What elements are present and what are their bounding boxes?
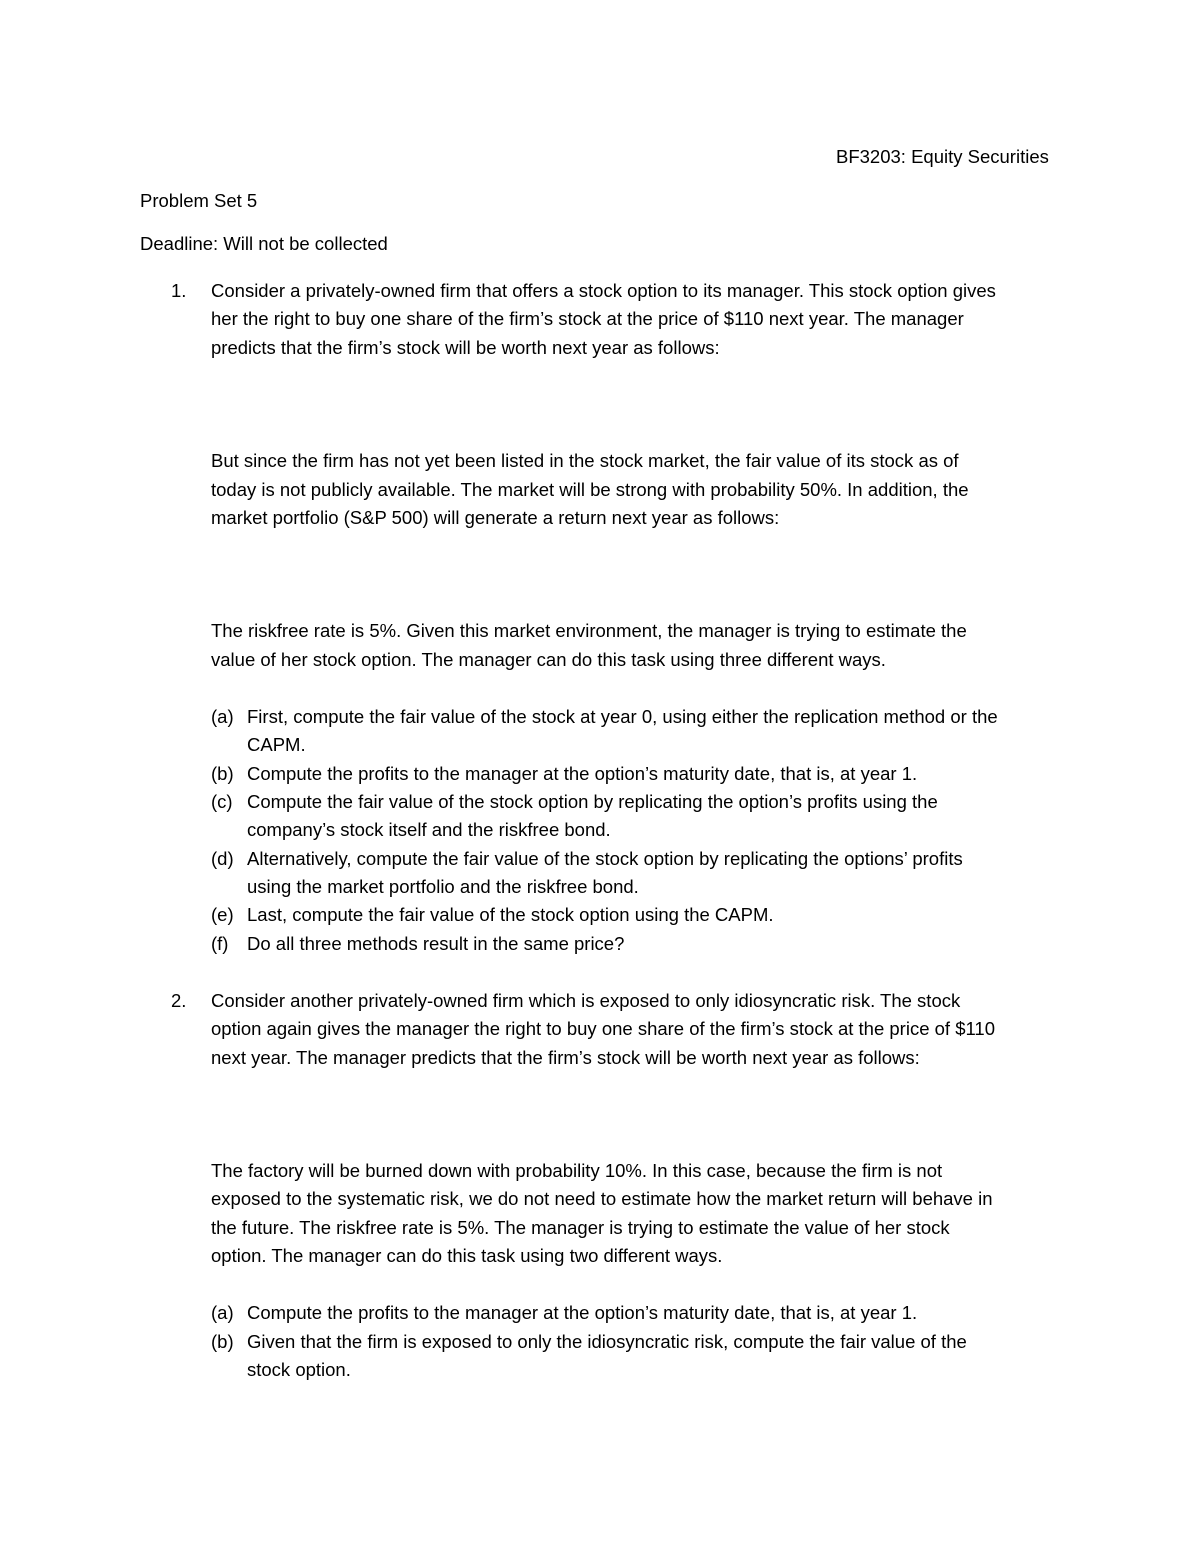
q1-paragraph-line: The riskfree rate is 5%. Given this market environment, the manager is trying to estimate the xyxy=(211,620,967,641)
problem-set-title: Problem Set 5 xyxy=(140,190,258,211)
list-item-label: (f) xyxy=(211,933,229,954)
list-item-label: (a) xyxy=(211,1302,234,1323)
q2-intro-line: option again gives the manager the right to buy one share of the firm’s stock at the price of $110 xyxy=(211,1018,995,1039)
q1-intro-line: Consider a privately-owned firm that offers a stock option to its manager. This stock option gives xyxy=(211,280,996,301)
question-number: 1. xyxy=(171,280,187,301)
list-item-label: (b) xyxy=(211,1331,234,1352)
list-item-text: Compute the fair value of the stock option by replicating the option’s profits using the xyxy=(247,791,938,812)
q2-paragraph-line: option. The manager can do this task using two different ways. xyxy=(211,1245,723,1266)
list-item-text: using the market portfolio and the riskfree bond. xyxy=(247,876,639,897)
q1-paragraph-line: today is not publicly available. The market will be strong with probability 50%. In addition, the xyxy=(211,479,969,500)
q1-intro-line: predicts that the firm’s stock will be worth next year as follows: xyxy=(211,337,720,358)
q1-intro-line: her the right to buy one share of the firm’s stock at the price of $110 next year. The manager xyxy=(211,308,964,329)
list-item-text: stock option. xyxy=(247,1359,351,1380)
list-item-text: Last, compute the fair value of the stock option using the CAPM. xyxy=(247,904,774,925)
list-item-text: Do all three methods result in the same price? xyxy=(247,933,625,954)
list-item-text: Given that the firm is exposed to only the idiosyncratic risk, compute the fair value of the xyxy=(247,1331,967,1352)
deadline-line: Deadline: Will not be collected xyxy=(140,233,388,254)
list-item-label: (c) xyxy=(211,791,233,812)
list-item-text: Compute the profits to the manager at the option’s maturity date, that is, at year 1. xyxy=(247,763,918,784)
list-item-label: (b) xyxy=(211,763,234,784)
list-item-label: (a) xyxy=(211,706,234,727)
q2-paragraph-line: the future. The riskfree rate is 5%. The manager is trying to estimate the value of her stock xyxy=(211,1217,950,1238)
list-item-text: CAPM. xyxy=(247,734,306,755)
list-item-text: Alternatively, compute the fair value of the stock option by replicating the options’ profits xyxy=(247,848,963,869)
q2-paragraph-line: The factory will be burned down with probability 10%. In this case, because the firm is not xyxy=(211,1160,943,1181)
list-item-text: Compute the profits to the manager at the option’s maturity date, that is, at year 1. xyxy=(247,1302,918,1323)
question-number: 2. xyxy=(171,990,187,1011)
q2-paragraph-line: exposed to the systematic risk, we do not need to estimate how the market return will behave in xyxy=(211,1188,993,1209)
list-item-text: company’s stock itself and the riskfree bond. xyxy=(247,819,611,840)
list-item-label: (d) xyxy=(211,848,234,869)
list-item-text: First, compute the fair value of the stock at year 0, using either the replication method or the xyxy=(247,706,998,727)
q1-paragraph-line: But since the firm has not yet been listed in the stock market, the fair value of its stock as of xyxy=(211,450,959,471)
list-item-label: (e) xyxy=(211,904,234,925)
q1-paragraph-line: value of her stock option. The manager can do this task using three different ways. xyxy=(211,649,886,670)
q2-intro-line: Consider another privately-owned firm which is exposed to only idiosyncratic risk. The stock xyxy=(211,990,961,1011)
course-header: BF3203: Equity Securities xyxy=(836,146,1049,167)
q2-intro-line: next year. The manager predicts that the firm’s stock will be worth next year as follows: xyxy=(211,1047,920,1068)
q1-paragraph-line: market portfolio (S&P 500) will generate a return next year as follows: xyxy=(211,507,780,528)
